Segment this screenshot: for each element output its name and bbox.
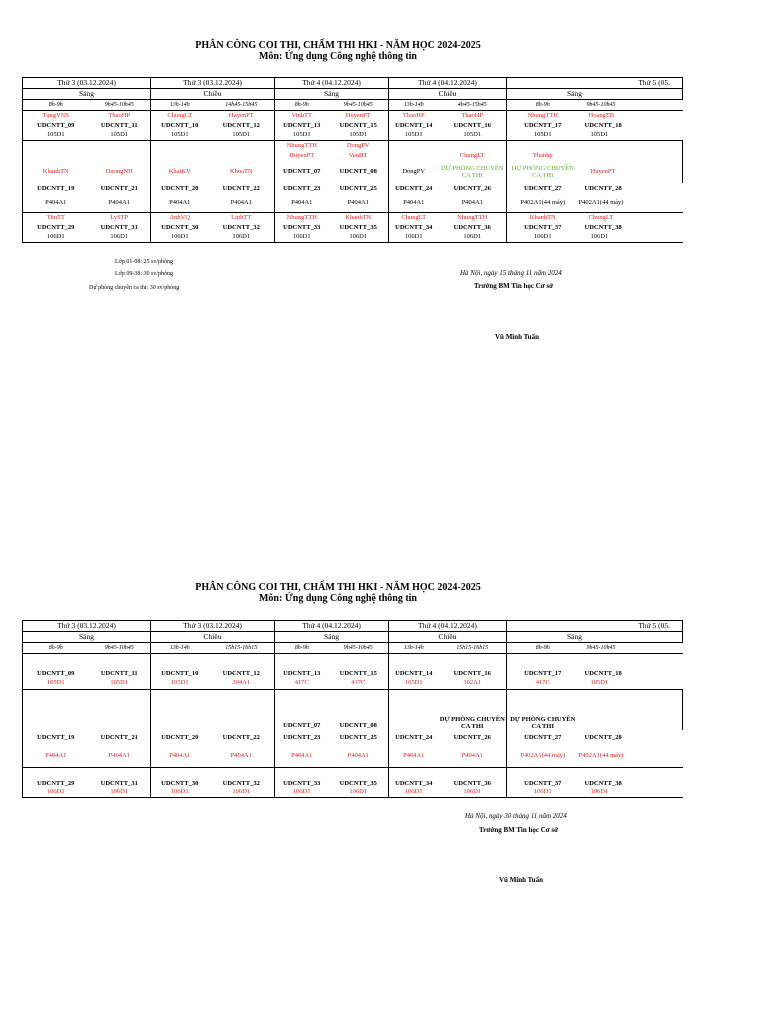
- session-cell: Sáng: [275, 89, 389, 100]
- room-cell: 106D1: [329, 233, 389, 243]
- room-cell: P404A1: [89, 195, 151, 213]
- day-cell: Thứ 3 (03.12.2024): [23, 621, 151, 632]
- room-cell: 106D1: [23, 233, 89, 243]
- session-cell: Chiều: [389, 632, 507, 643]
- class-cell: UDCNTT_28: [584, 184, 622, 192]
- room-cell: 106D1: [151, 788, 209, 798]
- class-cell: UDCNTT_12: [222, 669, 260, 677]
- class-cell: UDCNTT_24: [389, 730, 439, 746]
- proctor-cell: TungVNS: [23, 111, 89, 121]
- room-cell: 105D1: [507, 131, 579, 141]
- sheet1-title: PHÂN CÔNG COI THI, CHẤM THI HKI - NĂM HỌC 2024-2025: [195, 40, 481, 51]
- proctor-cell: KhoaTN: [229, 167, 253, 175]
- time-cell: 9h45-10h45: [89, 100, 151, 111]
- class-cell: UDCNTT_16: [453, 121, 491, 129]
- room-cell: 106D1: [209, 788, 275, 798]
- class-cell: UDCNTT_22: [222, 184, 260, 192]
- time-cell: 9h45-10h45: [89, 643, 151, 654]
- room-cell: 105D1: [89, 678, 151, 690]
- reserve-cell: DỰ PHÒNG CHUYÊN CA THI: [507, 161, 579, 183]
- class-cell: UDCNTT_24: [389, 183, 439, 195]
- class-cell: UDCNTT_09: [23, 121, 89, 131]
- room-cell: P404A1: [209, 195, 275, 213]
- proctor-cell: ThuTT: [23, 213, 89, 223]
- signer-title: Trưởng BM Tin học Cơ sở: [474, 282, 554, 290]
- reserve-cell: DỰ PHÒNG CHUYÊN CA THI: [507, 690, 579, 730]
- proctor-cell: NhungTTH: [457, 213, 488, 221]
- class-cell: UDCNTT_35: [339, 779, 377, 787]
- class-row: [23, 121, 683, 131]
- proctor-cell: VinhTT: [275, 111, 329, 121]
- day-cell: Thứ 4 (04.12.2024): [389, 621, 507, 632]
- day-header-row: [23, 78, 683, 89]
- extra-proctor-row: [23, 141, 683, 151]
- class-cell: UDCNTT_22: [222, 733, 260, 741]
- time-cell: 13h-14h: [389, 643, 439, 654]
- room-cell: P404A1: [275, 195, 329, 213]
- room-cell: 105D1: [389, 131, 439, 141]
- room-cell: 106D1: [89, 233, 151, 243]
- time-cell: 15h15-16h15: [439, 643, 507, 654]
- class-cell: UDCNTT_31: [100, 779, 138, 787]
- room-cell: P404A1: [329, 195, 389, 213]
- time-cell: 8h-9h: [23, 100, 89, 111]
- session-cell: Sáng: [507, 632, 683, 643]
- session-header-row: [23, 89, 683, 100]
- session-header-row: [23, 632, 683, 643]
- class-cell: UDCNTT_11: [100, 121, 138, 129]
- class-row: [23, 654, 683, 678]
- room-cell: 105D1: [151, 678, 209, 690]
- proctor-cell: KhanhTN: [507, 213, 579, 223]
- room-cell: P404A1: [439, 195, 507, 213]
- proctor-cell: HuyenPT: [228, 111, 254, 119]
- time-cell: 9h45-10h45: [579, 643, 683, 654]
- room-cell: 105D1: [579, 131, 683, 141]
- room-cell: P402A1(44 máy): [507, 746, 579, 768]
- day-cell: Thứ 4 (04.12.2024): [275, 78, 389, 89]
- class-cell: UDCNTT_17: [507, 121, 579, 131]
- proctor-cell: HoangTB: [588, 111, 615, 119]
- room-cell: 106D1: [579, 233, 683, 243]
- class-cell: UDCNTT_32: [222, 779, 260, 787]
- class-cell: UDCNTT_21: [100, 733, 138, 741]
- room-cell: 105D1: [89, 131, 151, 141]
- room-cell: 105D1: [329, 131, 389, 141]
- room-cell: P404A1: [23, 195, 89, 213]
- room-row: [23, 233, 683, 243]
- class-row: [23, 730, 683, 746]
- room-cell: P404A1: [389, 195, 439, 213]
- room-cell: 105D1: [579, 678, 683, 690]
- sheet1-table-wrapper: [22, 77, 670, 243]
- class-cell: UDCNTT_08: [339, 167, 377, 175]
- class-cell: UDCNTT_16: [453, 669, 491, 677]
- proctor-cell: HuyenPT: [345, 111, 371, 119]
- room-cell: P404A1: [89, 746, 151, 768]
- class-cell: UDCNTT_11: [100, 669, 138, 677]
- room-cell: 304A1: [209, 678, 275, 690]
- signer-title: Trưởng BM Tin học Cơ sở: [479, 826, 559, 834]
- class-cell: UDCNTT_33: [275, 223, 329, 233]
- class-cell: UDCNTT_33: [275, 768, 329, 788]
- proctor-cell: DongPV: [346, 141, 370, 149]
- class-cell: UDCNTT_20: [151, 730, 209, 746]
- day-header-row: [23, 621, 683, 632]
- room-cell: P402A1(44 máy): [579, 746, 683, 768]
- class-cell: UDCNTT_10: [151, 121, 209, 131]
- note-line: Dự phòng chuyên ca thi: 30 sv/phòng: [89, 285, 180, 291]
- class-cell: UDCNTT_30: [151, 768, 209, 788]
- class-cell: UDCNTT_34: [389, 223, 439, 233]
- room-cell: 106D1: [23, 788, 89, 798]
- time-row: [23, 643, 683, 654]
- class-cell: UDCNTT_21: [100, 184, 138, 192]
- time-cell: 13h-14h: [151, 643, 209, 654]
- time-cell: 14h45-15h45: [209, 100, 275, 111]
- class-cell: UDCNTT_14: [389, 121, 439, 131]
- room-cell: 417C: [275, 678, 329, 690]
- proctor-cell: HuyenPT: [579, 161, 683, 183]
- proctor-cell: KhaiKV: [151, 161, 209, 183]
- room-cell: 105D1: [439, 131, 507, 141]
- class-cell: UDCNTT_15: [339, 121, 377, 129]
- time-cell: 8h-9h: [275, 643, 329, 654]
- sheet1-subtitle: Môn: Ứng dụng Công nghệ thông tin: [258, 51, 417, 62]
- proctor-cell: KhanhTN: [23, 161, 89, 183]
- class-cell: UDCNTT_25: [339, 733, 377, 741]
- time-cell: 4h45-15h45: [439, 100, 507, 111]
- note-line: Lớp 09-38: 30 sv/phòng: [115, 271, 174, 277]
- class-cell: UDCNTT_29: [23, 768, 89, 788]
- class-cell: UDCNTT_31: [100, 223, 138, 231]
- proctor-cell: HuyenPT: [275, 151, 329, 161]
- day-cell: Thứ 4 (04.12.2024): [389, 78, 507, 89]
- room-cell: 106D1: [151, 233, 209, 243]
- class-cell: UDCNTT_37: [507, 223, 579, 233]
- proctor-cell: ChungLT: [151, 111, 209, 121]
- room-cell: 106D1: [275, 233, 329, 243]
- class-cell: UDCNTT_28: [584, 733, 622, 741]
- room-cell: P404A1: [151, 195, 209, 213]
- room-cell: 105D1: [389, 678, 439, 690]
- class-cell: UDCNTT_23: [275, 730, 329, 746]
- room-cell: 106D1: [439, 233, 507, 243]
- sheet2-table-wrapper: [22, 620, 670, 798]
- class-cell: UDCNTT_18: [584, 669, 622, 677]
- day-cell: Thứ 3 (03.12.2024): [151, 78, 275, 89]
- class-cell: UDCNTT_34: [389, 768, 439, 788]
- room-row: [23, 195, 683, 213]
- room-cell: P402A1(44 máy): [507, 195, 579, 213]
- session-cell: Sáng: [275, 632, 389, 643]
- room-cell: 105D1: [23, 131, 89, 141]
- class-cell: UDCNTT_12: [222, 121, 260, 129]
- reserve-cell: DỰ PHÒNG CHUYÊN CA THI: [441, 164, 504, 179]
- note-line: Lớp 01-08: 25 sv/phòng: [115, 259, 174, 265]
- time-cell: 9h45-10h45: [579, 100, 683, 111]
- room-cell: P404A1: [439, 746, 507, 768]
- room-cell: P404A1: [275, 746, 329, 768]
- class-cell: UDCNTT_36: [453, 779, 491, 787]
- time-cell: 8h-9h: [507, 643, 579, 654]
- day-cell: Thứ 5 (05.: [507, 78, 683, 89]
- session-cell: Chiều: [151, 89, 275, 100]
- time-cell: 8h-9h: [23, 643, 89, 654]
- day-cell: Thứ 5 (05.: [507, 621, 683, 632]
- room-cell: 106D1: [329, 788, 389, 798]
- room-cell: 106D1: [389, 788, 439, 798]
- reserve-cell: DỰ PHÒNG CHUYÊN CA THI: [439, 715, 505, 730]
- proctor-cell: ThaoHP: [389, 111, 439, 121]
- proctor-cell: ChungLT: [389, 213, 439, 223]
- proctor-row: [23, 111, 683, 121]
- signer-name: Vũ Minh Tuấn: [495, 333, 539, 341]
- room-cell: P404A1: [23, 746, 89, 768]
- time-cell: 9h45-10h45: [329, 100, 389, 111]
- class-cell: UDCNTT_27: [507, 183, 579, 195]
- room-cell: 106D1: [389, 233, 439, 243]
- class-cell: UDCNTT_13: [275, 654, 329, 678]
- class-cell: UDCNTT_07: [275, 690, 329, 730]
- time-cell: 13h-14h: [389, 100, 439, 111]
- signer-name: Vũ Minh Tuấn: [499, 876, 543, 884]
- room-row: [23, 678, 683, 690]
- proctor-cell: NhungTTH: [275, 213, 329, 223]
- room-cell: P404A1: [151, 746, 209, 768]
- proctor-cell: ChungLT: [459, 151, 485, 159]
- room-cell: 417C: [329, 678, 389, 690]
- room-cell: 106D1: [439, 788, 507, 798]
- class-cell: UDCNTT_20: [151, 183, 209, 195]
- class-cell: UDCNTT_15: [339, 669, 377, 677]
- room-cell: 106D1: [89, 788, 151, 798]
- class-cell: UDCNTT_19: [23, 183, 89, 195]
- class-cell: UDCNTT_13: [275, 121, 329, 131]
- proctor-cell: VanHT: [348, 151, 368, 159]
- class-cell: UDCNTT_38: [584, 223, 622, 231]
- class-row: [23, 183, 683, 195]
- room-cell: 105D1: [275, 131, 329, 141]
- extra-class-row: [23, 690, 683, 730]
- class-cell: UDCNTT_26: [453, 184, 491, 192]
- room-cell: P404A1: [329, 746, 389, 768]
- room-cell: 106D1: [507, 233, 579, 243]
- extra-proctor-row: [23, 151, 683, 161]
- class-cell: UDCNTT_37: [507, 768, 579, 788]
- session-cell: Chiều: [151, 632, 275, 643]
- room-cell: 105D1: [23, 678, 89, 690]
- class-cell: UDCNTT_32: [222, 223, 260, 231]
- time-cell: 13h-14h: [151, 100, 209, 111]
- day-cell: Thứ 3 (03.12.2024): [23, 78, 151, 89]
- room-cell: 106D1: [275, 788, 329, 798]
- time-cell: 8h-9h: [275, 100, 329, 111]
- proctor-cell: ChungLT: [588, 213, 614, 221]
- class-cell: UDCNTT_14: [389, 654, 439, 678]
- session-cell: Sáng: [23, 632, 151, 643]
- class-cell: UDCNTT_26: [453, 733, 491, 741]
- class-row: [23, 768, 683, 788]
- room-cell: 302A1: [439, 678, 507, 690]
- class-cell: UDCNTT_30: [151, 223, 209, 233]
- class-cell: UDCNTT_38: [584, 779, 622, 787]
- class-cell: UDCNTT_18: [584, 121, 622, 129]
- time-row: [23, 100, 683, 111]
- class-cell: UDCNTT_17: [507, 654, 579, 678]
- sheet2-title: PHÂN CÔNG COI THI, CHẤM THI HKI - NĂM HỌC 2024-2025: [195, 582, 481, 593]
- room-cell: 105D1: [209, 131, 275, 141]
- class-cell: UDCNTT_27: [507, 730, 579, 746]
- room-cell: 106D1: [209, 233, 275, 243]
- sheet2-subtitle: Môn: Ứng dụng Công nghệ thông tin: [258, 593, 417, 604]
- proctor-row: [23, 213, 683, 223]
- room-cell: P404A1: [209, 746, 275, 768]
- proctor-cell: KhanhTN: [345, 213, 372, 221]
- room-cell: 105D1: [151, 131, 209, 141]
- room-cell: P404A1: [389, 746, 439, 768]
- proctor-cell: LinhTT: [231, 213, 252, 221]
- sheet1-schedule-table: [22, 77, 683, 243]
- class-cell: UDCNTT_23: [275, 183, 329, 195]
- proctor-cell: ThaoHP: [108, 111, 131, 119]
- proctor-cell: NhungTTH: [275, 141, 329, 151]
- session-cell: Sáng: [507, 89, 683, 100]
- room-cell: P402A1(44 máy): [579, 195, 683, 213]
- room-row: [23, 746, 683, 768]
- class-cell: UDCNTT_29: [23, 223, 89, 233]
- proctor-cell: ThaoHP: [461, 111, 484, 119]
- class-cell: UDCNTT_08: [339, 721, 377, 729]
- day-cell: Thứ 4 (04.12.2024): [275, 621, 389, 632]
- room-row: [23, 131, 683, 141]
- proctor-cell: Thanhp: [507, 151, 579, 161]
- proctor-cell: DongPV: [389, 161, 439, 183]
- proctor-cell: AnhVQ: [151, 213, 209, 223]
- class-cell: UDCNTT_10: [151, 654, 209, 678]
- class-row: [23, 223, 683, 233]
- time-cell: 9h45-10h45: [329, 643, 389, 654]
- class-cell: UDCNTT_07: [275, 161, 329, 183]
- class-cell: UDCNTT_19: [23, 730, 89, 746]
- sheet2-schedule-table: [22, 620, 683, 798]
- session-cell: Sáng: [23, 89, 151, 100]
- day-cell: Thứ 3 (03.12.2024): [151, 621, 275, 632]
- date-line: Hà Nội, ngày 30 tháng 11 năm 2024: [465, 812, 567, 820]
- room-cell: 417C: [507, 678, 579, 690]
- proctor-cell: LySTP: [110, 213, 129, 221]
- proctor-row: [23, 161, 683, 183]
- room-row: [23, 788, 683, 798]
- room-cell: 106D1: [579, 788, 683, 798]
- proctor-cell: NhungTTH: [507, 111, 579, 121]
- class-cell: UDCNTT_35: [339, 223, 377, 231]
- room-cell: 106D1: [507, 788, 579, 798]
- class-cell: UDCNTT_36: [453, 223, 491, 231]
- time-cell: 8h-9h: [507, 100, 579, 111]
- class-cell: UDCNTT_09: [23, 654, 89, 678]
- date-line: Hà Nội, ngày 15 tháng 11 năm 2024: [460, 269, 562, 277]
- session-cell: Chiều: [389, 89, 507, 100]
- class-cell: UDCNTT_25: [339, 184, 377, 192]
- time-cell: 15h15-16h15: [209, 643, 275, 654]
- proctor-cell: DuongNH: [105, 167, 133, 175]
